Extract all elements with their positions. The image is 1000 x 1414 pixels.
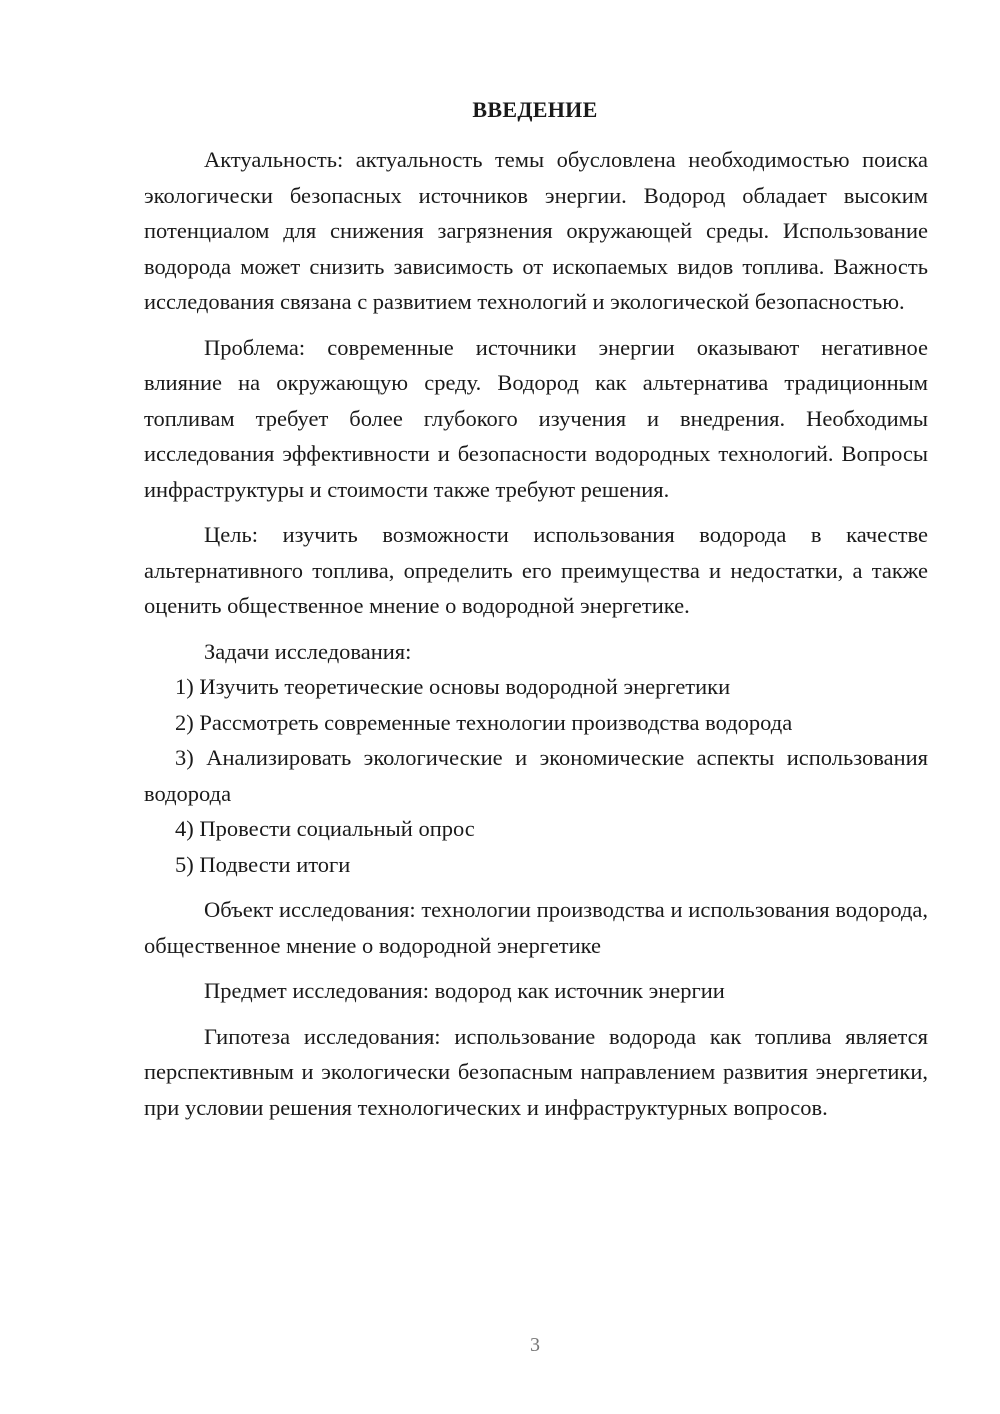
page-title: ВВЕДЕНИЕ	[472, 97, 598, 122]
hypothesis-paragraph: Гипотеза исследования: использование водорода как топлива является перспективным и экологически безопасным направлением развития энергетики, при условии решения технологических и инфраструктурных вопросов.	[144, 1023, 928, 1120]
task-item: 4) Провести социальный опрос	[175, 816, 475, 841]
problem-paragraph: Проблема: современные источники энергии оказывают негативное влияние на окружающую среду. Водород как альтернатива традиционным топливам требует более глубокого изучения и внедрения. Необходимы исследования эффективности и безопасности водородных технологий. Вопросы инфраструктуры и стоимости также требуют решения.	[144, 334, 928, 502]
relevance-paragraph: Актуальность: актуальность темы обусловлена необходимостью поиска экологически безопасных источников энергии. Водород обладает высоким потенциалом для снижения загрязнения окружающей среды. Использование водорода может снизить зависимость от ископаемых видов топлива. Важность исследования связана с развитием технологий и экологической безопасностью.	[144, 147, 928, 314]
goal-paragraph: Цель: изучить возможности использования водорода в качестве альтернативного топлива, определить его преимущества и недостатки, а также оценить общественное мнение о водородной энергетике.	[144, 522, 928, 618]
document-body	[144, 142, 928, 1125]
task-item: 2) Рассмотреть современные технологии производства водорода	[175, 709, 793, 735]
page-number: 3	[530, 1334, 540, 1356]
task-item: 1) Изучить теоретические основы водородной энергетики	[175, 674, 731, 699]
object-paragraph: Объект исследования: технологии производства и использования водорода, общественное мнение о водородной энергетике	[144, 897, 928, 958]
task-item: 3) Анализировать экологические и экономические аспекты использования водорода	[144, 745, 928, 806]
task-item: 5) Подвести итоги	[175, 851, 351, 877]
tasks-heading: Задачи исследования:	[204, 638, 412, 664]
subject-paragraph: Предмет исследования: водород как источник энергии	[204, 978, 725, 1003]
